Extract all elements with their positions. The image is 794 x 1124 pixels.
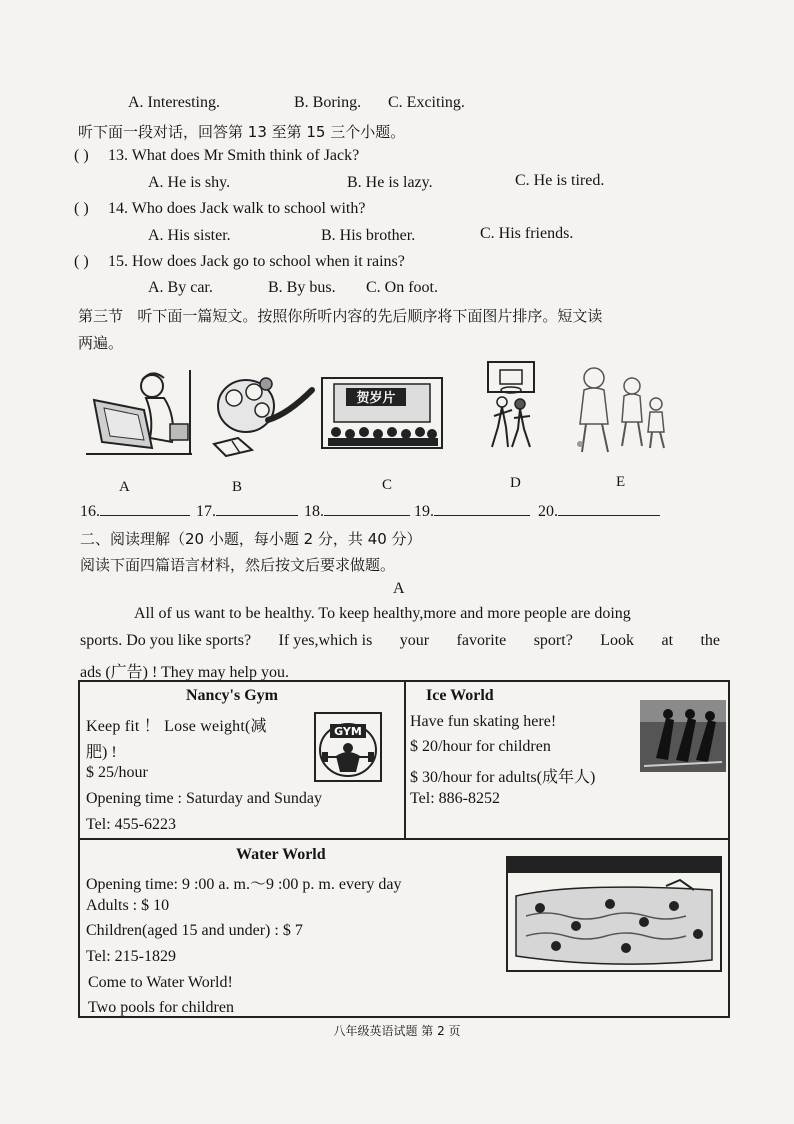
picture-label-a: A [119, 479, 130, 495]
q14-option-c: C. His friends. [480, 225, 574, 242]
boy-at-computer-icon [86, 368, 194, 456]
answer-blank-18[interactable] [304, 503, 410, 521]
q15-bracket[interactable]: ( ) [74, 253, 89, 270]
section3-label: 第三节 [78, 307, 124, 325]
part2-heading: 二、阅读理解（20 小题，每小题 2 分，共 40 分） [80, 530, 422, 548]
section3-instruction: 听下面一篇短文。按照你所听内容的先后顺序将下面图片排序。短文读 [137, 307, 603, 325]
intro-segment-6: Look [600, 632, 635, 649]
q12-option-c: C. Exciting. [388, 94, 465, 111]
family-walking-icon [574, 364, 668, 456]
blank-16-number: 16. [80, 503, 100, 520]
blank-20-number: 20. [538, 503, 558, 520]
picture-label-c: C [382, 477, 393, 493]
q14-bracket[interactable]: ( ) [74, 200, 89, 217]
ice-world-slogan: Have fun skating here! [410, 713, 557, 730]
q13-stem: 13. What does Mr Smith think of Jack? [108, 147, 360, 164]
page-footer: 八年级英语试题 第 2 页 [333, 1024, 461, 1038]
q14-option-b: B. His brother. [321, 227, 416, 244]
ice-world-ad [406, 682, 728, 838]
intro-segment-8: the [700, 632, 720, 649]
nancys-gym-slogan-cont: 肥) ! [86, 744, 117, 761]
nancys-gym-slogan: Keep fit ！ Lose weight(减 [86, 718, 267, 735]
nancys-gym-tel: Tel: 455-6223 [86, 816, 176, 833]
ice-world-title: Ice World [426, 687, 494, 704]
basketball-players-icon [480, 360, 542, 454]
blank-17-number: 17. [196, 503, 216, 520]
gym-logo-text: GYM [334, 725, 362, 738]
q12-option-a: A. Interesting. [128, 94, 220, 111]
q13-bracket[interactable]: ( ) [74, 147, 89, 164]
q12-option-b: B. Boring. [294, 94, 362, 111]
q13-option-a: A. He is shy. [148, 174, 231, 191]
q15-stem: 15. How does Jack go to school when it rains? [108, 253, 405, 270]
answer-blank-19[interactable] [414, 503, 530, 521]
gym-logo-icon [314, 712, 382, 782]
answer-blank-16[interactable] [80, 503, 190, 521]
nancys-gym-opening: Opening time : Saturday and Sunday [86, 790, 322, 807]
skaters-icon [640, 700, 726, 772]
q14-stem: 14. Who does Jack walk to school with? [108, 200, 366, 217]
answer-blank-17[interactable] [196, 503, 298, 521]
passage-intro-line2 [80, 632, 720, 650]
q15-option-b: B. By bus. [268, 279, 336, 296]
water-world-tel: Tel: 215-1829 [86, 948, 176, 965]
q13-option-b: B. He is lazy. [347, 174, 433, 191]
intro-segment-1: sports. Do you like sports? [80, 632, 252, 649]
water-world-opening: Opening time: 9 :00 a. m.～9 :00 p. m. every day [86, 876, 402, 893]
intro-segment-2: If yes,which is [278, 632, 373, 649]
water-world-pools: Two pools for children [88, 999, 234, 1016]
answer-blank-20[interactable] [538, 503, 660, 521]
section3-heading [78, 305, 602, 326]
water-world-child-price: Children(aged 15 and under) : $ 7 [86, 922, 303, 939]
section3-instruction-cont: 两遍。 [78, 334, 124, 352]
blank-18-number: 18. [304, 503, 324, 520]
q13-option-c: C. He is tired. [515, 172, 605, 189]
q14-option-a: A. His sister. [148, 227, 231, 244]
ice-world-tel: Tel: 886-8252 [410, 790, 500, 807]
passage-letter: A [393, 580, 405, 597]
picture-label-b: B [232, 479, 243, 495]
water-world-title: Water World [236, 846, 326, 863]
passage-intro-line3: ads (广告) ! They may help you. [80, 664, 289, 681]
passage-intro-line1: All of us want to be healthy. To keep healthy,more and more people are doing [134, 605, 631, 622]
ice-world-adult-price: $ 30/hour for adults(成年人) [410, 769, 596, 786]
ads-table [78, 680, 730, 1018]
cinema-screen-icon [320, 376, 444, 450]
q15-option-c: C. On foot. [366, 279, 438, 296]
nancys-gym-price: $ 25/hour [86, 764, 148, 781]
dialogue-instruction: 听下面一段对话，回答第 13 至第 15 三个小题。 [78, 123, 406, 141]
water-world-slogan: Come to Water World! [88, 974, 233, 991]
swimming-pool-icon [506, 856, 722, 972]
ice-world-child-price: $ 20/hour for children [410, 738, 551, 755]
blank-19-number: 19. [414, 503, 434, 520]
water-world-adult-price: Adults : $ 10 [86, 897, 170, 914]
intro-segment-4: favorite [456, 632, 507, 649]
girl-reading-icon [208, 368, 318, 458]
nancys-gym-ad [80, 682, 404, 838]
picture-label-d: D [510, 475, 521, 491]
intro-segment-7: at [661, 632, 674, 649]
cinema-sign-text: 贺岁片 [356, 391, 396, 406]
nancys-gym-title: Nancy's Gym [186, 687, 278, 704]
picture-label-e: E [616, 474, 626, 490]
water-world-ad [80, 840, 728, 1016]
intro-segment-3: your [399, 632, 430, 649]
part2-instruction: 阅读下面四篇语言材料，然后按文后要求做题。 [80, 556, 396, 574]
q15-option-a: A. By car. [148, 279, 213, 296]
intro-segment-5: sport? [533, 632, 573, 649]
